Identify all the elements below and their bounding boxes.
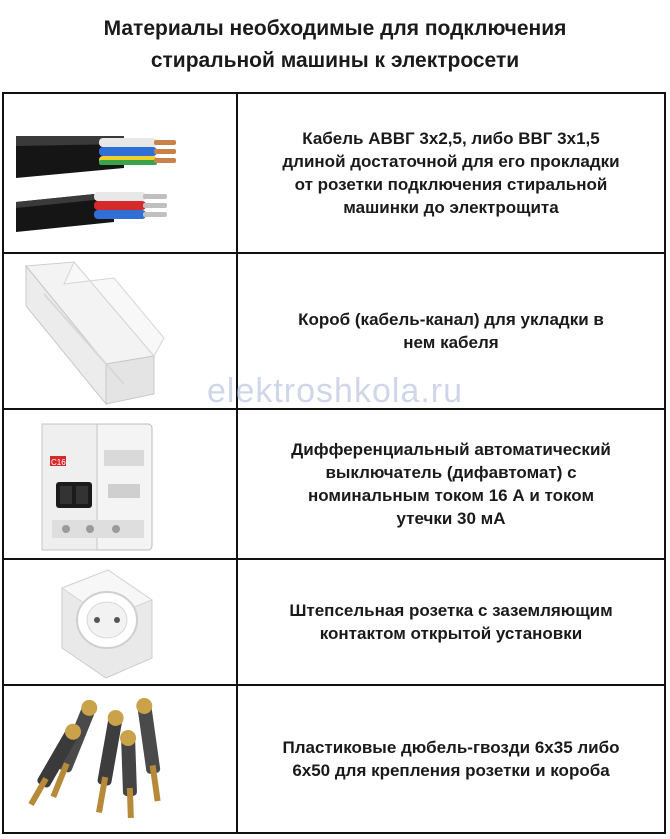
item-text: Кабель АВВГ 3х2,5, либо ВВГ 3х1,5 длиной достаточной для его прокладки от розетки подключения стиральной машинки до электрощита bbox=[282, 129, 620, 217]
table-row bbox=[4, 560, 664, 686]
socket-icon bbox=[4, 560, 238, 684]
circuit-breaker-icon bbox=[4, 410, 238, 558]
item-text: Пластиковые дюбель-гвозди 6х35 либо 6х50 для крепления розетки и короба bbox=[282, 738, 620, 780]
table-row bbox=[4, 254, 664, 410]
breaker-label: C16 bbox=[51, 458, 66, 467]
table-row bbox=[4, 686, 664, 832]
cable-channel-icon bbox=[4, 254, 238, 408]
watermark-text: elektroshkola.ru bbox=[206, 372, 463, 410]
item-text: Короб (кабель-канал) для укладки в нем кабеля bbox=[298, 310, 604, 352]
materials-table bbox=[2, 92, 666, 834]
item-text: Дифференциальный автоматический выключатель (дифавтомат) с номинальным током 16 А и током утечки 30 мА bbox=[291, 440, 611, 528]
cable-icon bbox=[4, 94, 238, 252]
table-row bbox=[4, 94, 664, 254]
dowel-nails-icon bbox=[4, 686, 238, 832]
table-row bbox=[4, 410, 664, 560]
page-title: Материалы необходимые для подключения стиральной машины к электросети bbox=[103, 17, 567, 72]
item-text: Штепсельная розетка с заземляющим контактом открытой установки bbox=[289, 601, 613, 643]
